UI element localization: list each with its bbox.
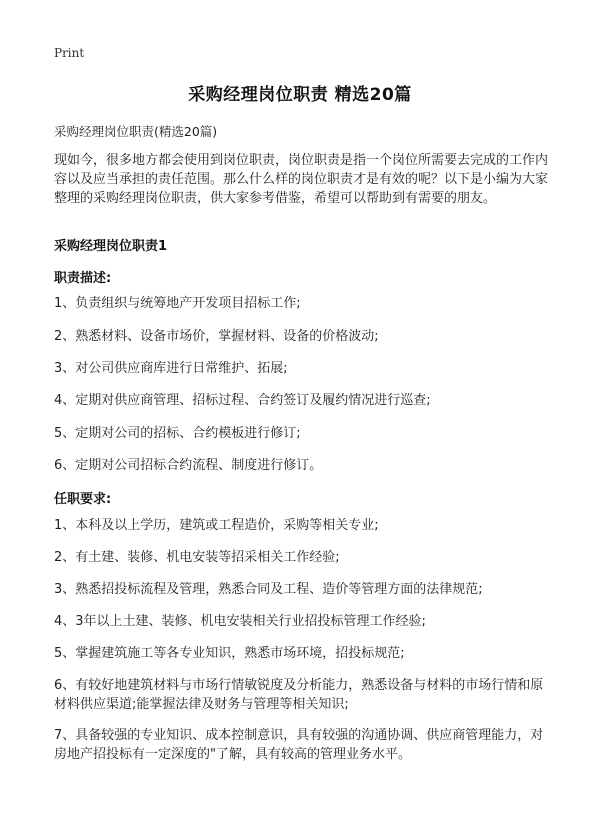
duty-item: 1、负责组织与统筹地产开发项目招标工作; xyxy=(54,296,301,311)
requirement-item: 3、熟悉招投标流程及管理，熟悉合同及工程、造价等管理方面的法律规范; xyxy=(54,582,483,597)
requirement-item: 7、具备较强的专业知识、成本控制意识，具有较强的沟通协调、供应商管理能力，对房地产招投标有一定深度的"了解，具有较高的管理业务水平。 xyxy=(54,728,544,762)
duty-item: 2、熟悉材料、设备市场价，掌握材料、设备的价格波动; xyxy=(54,329,379,344)
document-subtitle: 采购经理岗位职责(精选20篇) xyxy=(54,124,218,139)
intro-paragraph: 现如今，很多地方都会使用到岗位职责，岗位职责是指一个岗位所需要去完成的工作内容以及应当承担的责任范围。那么什么样的岗位职责才是有效的呢？以下是小编为大家整理的采购经理岗位职责，供大家参考借鉴，希望可以帮助到有需要的朋友。 xyxy=(54,153,549,206)
requirement-item: 1、本科及以上学历，建筑或工程造价，采购等相关专业; xyxy=(54,518,379,533)
duty-item: 4、定期对供应商管理、招标过程、合约签订及履约情况进行巡查; xyxy=(54,393,431,408)
page-title: 采购经理岗位职责 精选20篇 xyxy=(188,85,412,105)
duties-heading: 职责描述: xyxy=(54,271,112,286)
requirement-item: 4、3年以上土建、装修、机电安装相关行业招投标管理工作经验; xyxy=(54,614,426,629)
section-title: 采购经理岗位职责1 xyxy=(54,239,168,254)
duty-item: 3、对公司供应商库进行日常维护、拓展; xyxy=(54,361,288,376)
requirement-item: 2、有土建、装修、机电安装等招采相关工作经验; xyxy=(54,550,340,565)
requirement-item: 6、有较好地建筑材料与市场行情敏锐度及分析能力，熟悉设备与材料的市场行情和原材料供应渠道;能掌握法律及财务与管理等相关知识; xyxy=(54,678,544,712)
duty-item: 6、定期对公司招标合约流程、制度进行修订。 xyxy=(54,458,323,473)
print-label: Print xyxy=(54,46,85,60)
requirements-heading: 任职要求: xyxy=(54,492,112,507)
requirement-item: 5、掌握建筑施工等各专业知识，熟悉市场环境，招投标规范; xyxy=(54,646,405,661)
duty-item: 5、定期对公司的招标、合约模板进行修订; xyxy=(54,426,301,441)
